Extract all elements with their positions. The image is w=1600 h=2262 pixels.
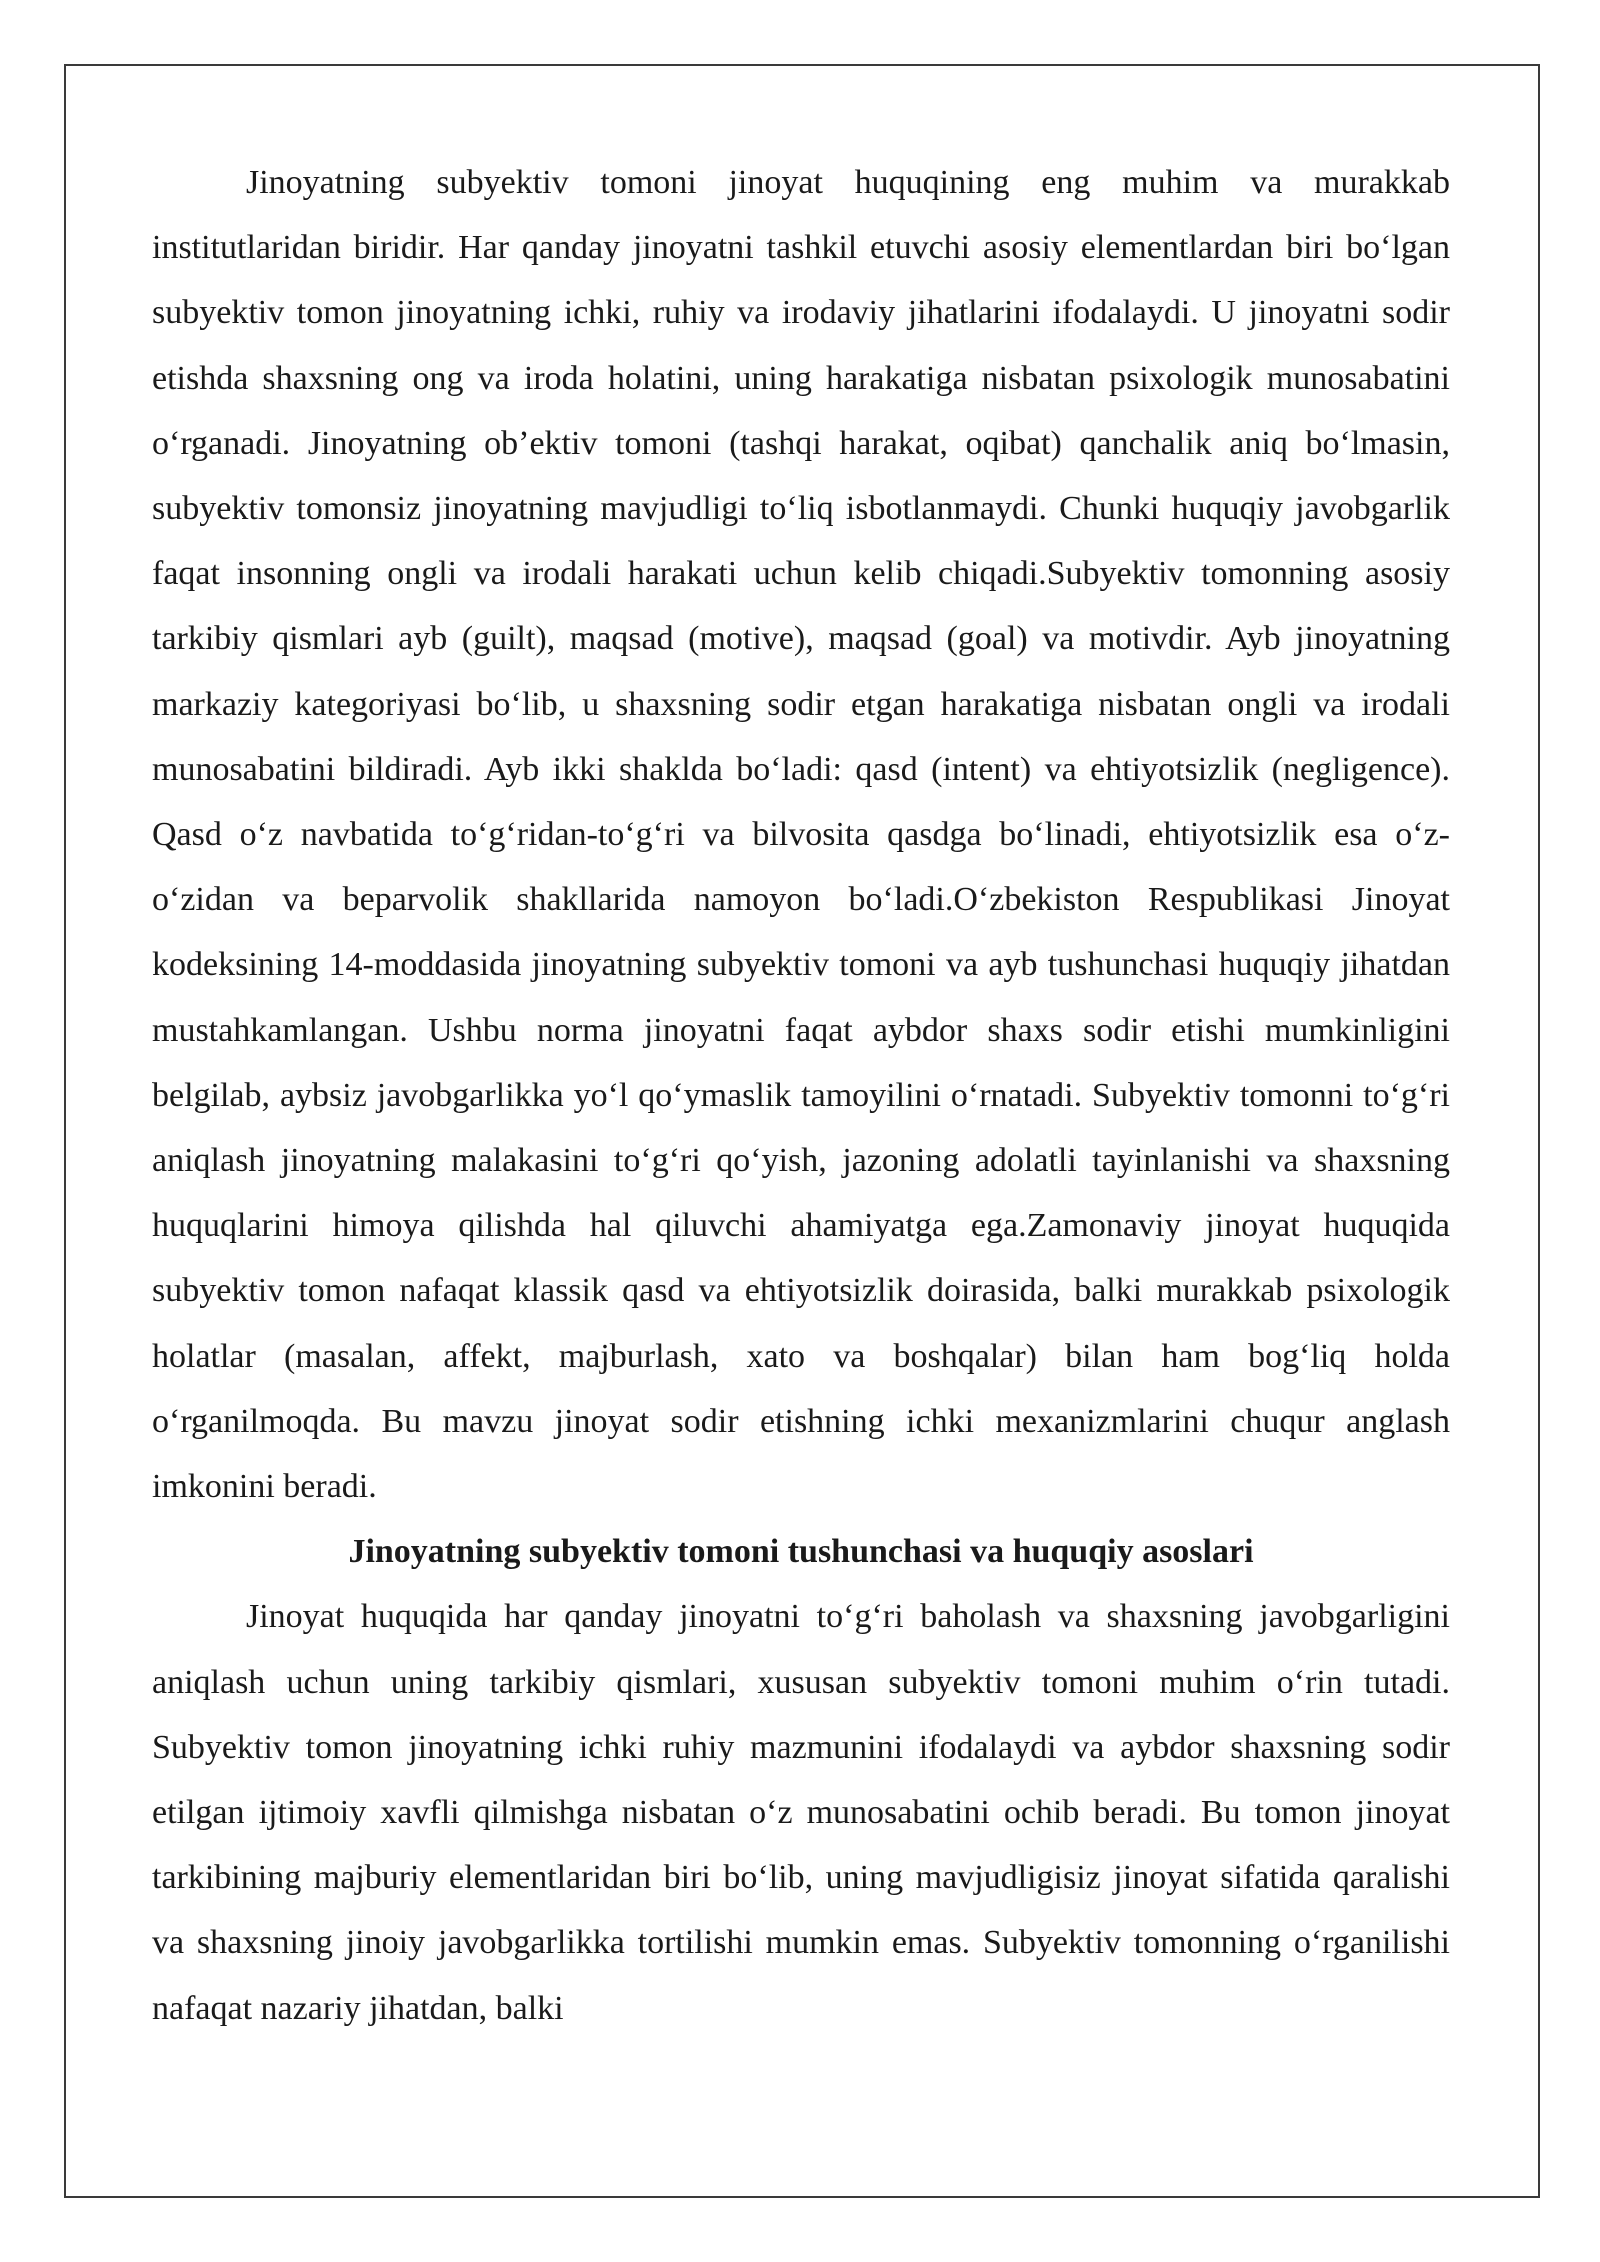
body-paragraph-1: Jinoyatning subyektiv tomoni jinoyat huquqining eng muhim va murakkab institutlaridan biridir. Har qanday jinoyatni tashkil etuvchi asosiy elementlardan biri boʻlgan subyektiv tomon jinoyatning ichki, ruhiy va irodaviy jihatlarini ifodalaydi. U jinoyatni sodir etishda shaxsning ong va iroda holatini, uning harakatiga nisbatan psixologik munosabatini oʻrganadi. Jinoyatning obʼektiv tomoni (tashqi harakat, oqibat) qanchalik aniq boʻlmasin, subyektiv tomonsiz jinoyatning mavjudligi toʻliq isbotlanmaydi. Chunki huquqiy javobgarlik faqat insonning ongli va irodali harakati uchun kelib chiqadi.Subyektiv tomonning asosiy tarkibiy qismlari ayb (guilt), maqsad (motive), maqsad (goal) va motivdir. Ayb jinoyatning markaziy kategoriyasi boʻlib, u shaxsning sodir etgan harakatiga nisbatan ongli va irodali munosabatini bildiradi. Ayb ikki shaklda boʻladi: qasd (intent) va ehtiyotsizlik (negligence). Qasd oʻz navbatida toʻgʻridan-toʻgʻri va bilvosita qasdga boʻlinadi, ehtiyotsizlik esa oʻz-oʻzidan va beparvolik shakllarida namoyon boʻladi.Oʻzbekiston Respublikasi Jinoyat kodeksining 14-moddasida jinoyatning subyektiv tomoni va ayb tushunchasi huquqiy jihatdan mustahkamlangan. Ushbu norma jinoyatni faqat aybdor shaxs sodir etishi mumkinligini belgilab, aybsiz javobgarlikka yoʻl qoʻymaslik tamoyilini oʻrnatadi. Subyektiv tomonni toʻgʻri aniqlash jinoyatning malakasini toʻgʻri qoʻyish, jazoning adolatli tayinlanishi va shaxsning huquqlarini himoya qilishda hal qiluvchi ahamiyatga ega.Zamonaviy jinoyat huquqida subyektiv tomon nafaqat klassik qasd va ehtiyotsizlik doirasida, balki murakkab psixologik holatlar (masalan, affekt, majburlash, xato va boshqalar) bilan ham bogʻliq holda oʻrganilmoqda. Bu mavzu jinoyat sodir etishning ichki mexanizmlarini chuqur anglash imkonini beradi. [152, 164, 1450, 1506]
section-heading: Jinoyatning subyektiv tomoni tushunchasi va huquqiy asoslari [348, 1533, 1254, 1571]
document-body [152, 150, 1450, 2041]
body-paragraph-2: Jinoyat huquqida har qanday jinoyatni toʻgʻri baholash va shaxsning javobgarligini aniqlash uchun uning tarkibiy qismlari, xususan subyektiv tomoni muhim oʻrin tutadi. Subyektiv tomon jinoyatning ichki ruhiy mazmunini ifodalaydi va aybdor shaxsning sodir etilgan ijtimoiy xavfli qilmishga nisbatan oʻz munosabatini ochib beradi. Bu tomon jinoyat tarkibining majburiy elementlaridan biri boʻlib, uning mavjudligisiz jinoyat sifatida qaralishi va shaxsning jinoiy javobgarlikka tortilishi mumkin emas. Subyektiv tomonning oʻrganilishi nafaqat nazariy jihatdan, balki [152, 1598, 1450, 2027]
